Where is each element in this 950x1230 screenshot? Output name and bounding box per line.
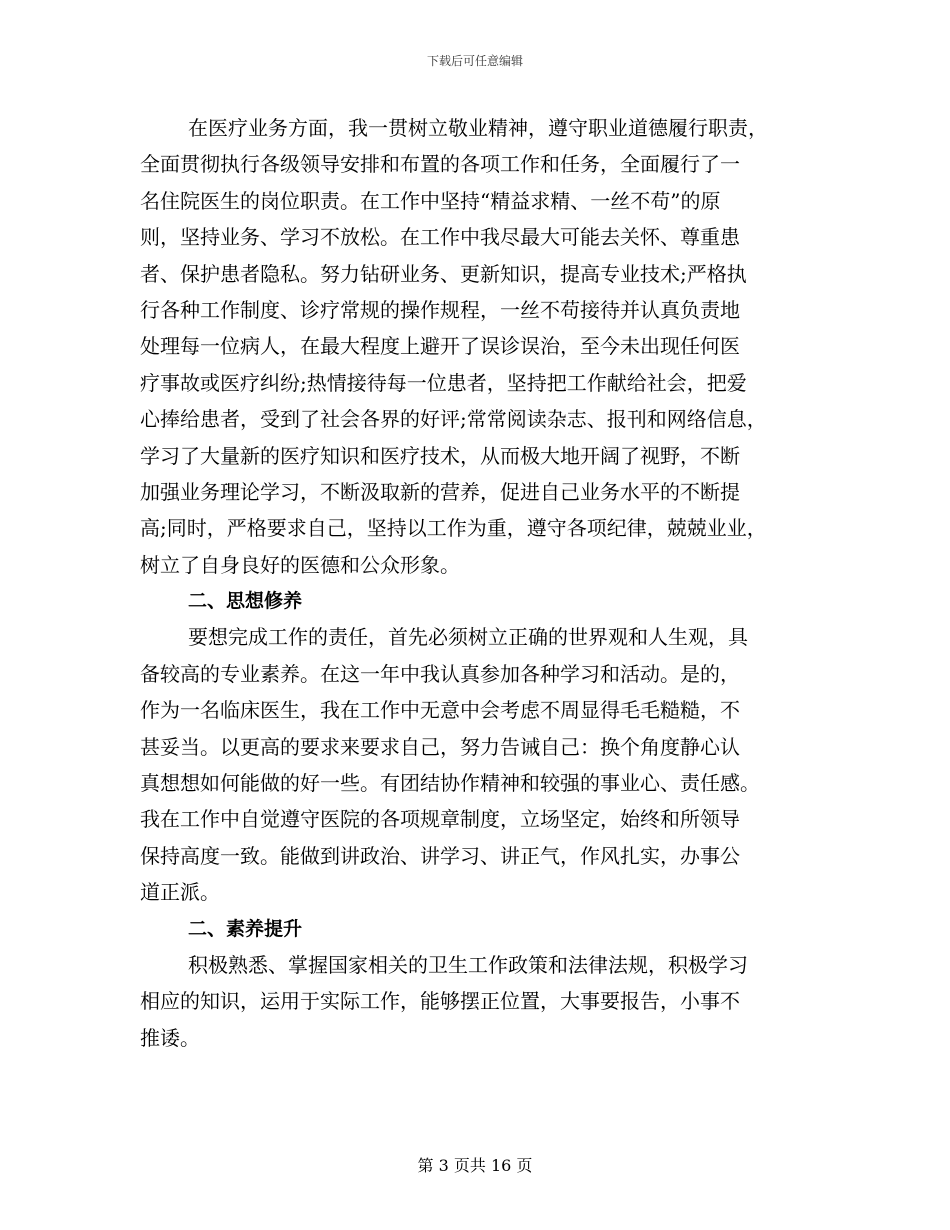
text-line: 全面贯彻执行各级领导安排和布置的各项工作和任务，全面履行了一: [140, 152, 740, 177]
document-body: [140, 110, 820, 1056]
section-heading-quality: 二、素养提升: [188, 917, 303, 940]
page-header: 下载后可任意编辑: [426, 54, 523, 68]
text-line: 者、保护患者隐私。努力钻研业务、更新知识，提高专业技术;严格执: [140, 261, 747, 286]
paragraph-quality: [140, 947, 820, 1056]
section-heading-thought: 二、思想修养: [188, 590, 303, 613]
text-line: 相应的知识，运用于实际工作，能够摆正位置，大事要报告，小事不: [140, 989, 740, 1014]
paragraph-medical-work: [140, 110, 820, 583]
text-line: 要想完成工作的责任，首先必须树立正确的世界观和人生观，具: [188, 625, 748, 650]
text-line: 高;同时，严格要求自己，坚持以工作为重，遵守各项纪律，兢兢业业，: [140, 516, 767, 541]
text-line: 心捧给患者，受到了社会各界的好评;常常阅读杂志、报刊和网络信息，: [140, 407, 767, 432]
paragraph-thought: [140, 619, 820, 910]
text-line: 疗事故或医疗纠纷;热情接待每一位患者，坚持把工作献给社会，把爱: [140, 370, 747, 395]
text-line: 在医疗业务方面，我一贯树立敬业精神，遵守职业道德履行职责，: [188, 116, 768, 140]
text-line: 加强业务理论学习，不断汲取新的营养，促进自己业务水平的不断提: [140, 479, 740, 504]
text-line: 备较高的专业素养。在这一年中我认真参加各种学习和活动。是的，: [140, 661, 740, 686]
text-line: 推诿。: [140, 1025, 200, 1050]
text-line: 我在工作中自觉遵守医院的各项规章制度，立场坚定，始终和所领导: [140, 807, 740, 832]
text-line: 则，坚持业务、学习不放松。在工作中我尽最大可能去关怀、尊重患: [140, 225, 740, 250]
text-line: 积极熟悉、掌握国家相关的卫生工作政策和法律法规，积极学习: [188, 952, 748, 977]
text-line: 保持高度一致。能做到讲政治、讲学习、讲正气，作风扎实，办事公: [140, 843, 740, 868]
text-line: 名住院医生的岗位职责。在工作中坚持“精益求精、一丝不苟”的原: [140, 188, 721, 213]
text-line: 道正派。: [140, 880, 220, 905]
text-line: 甚妥当。以更高的要求来要求自己，努力告诫自己：换个角度静心认: [140, 734, 740, 759]
text-line: 行各种工作制度、诊疗常规的操作规程，一丝不苟接待并认真负责地: [140, 297, 740, 322]
text-line: 学习了大量新的医疗知识和医疗技术，从而极大地开阔了视野，不断: [140, 443, 740, 468]
text-line: 真想想如何能做的好一些。有团结协作精神和较强的事业心、责任感。: [140, 771, 760, 796]
page-number: 第 3 页共 16 页: [417, 1156, 533, 1175]
text-line: 作为一名临床医生，我在工作中无意中会考虑不周显得毛毛糙糙，不: [140, 698, 740, 723]
text-line: 处理每一位病人，在最大程度上避开了误诊误治，至今未出现任何医: [140, 334, 740, 359]
text-line: 树立了自身良好的医德和公众形象。: [140, 552, 460, 577]
